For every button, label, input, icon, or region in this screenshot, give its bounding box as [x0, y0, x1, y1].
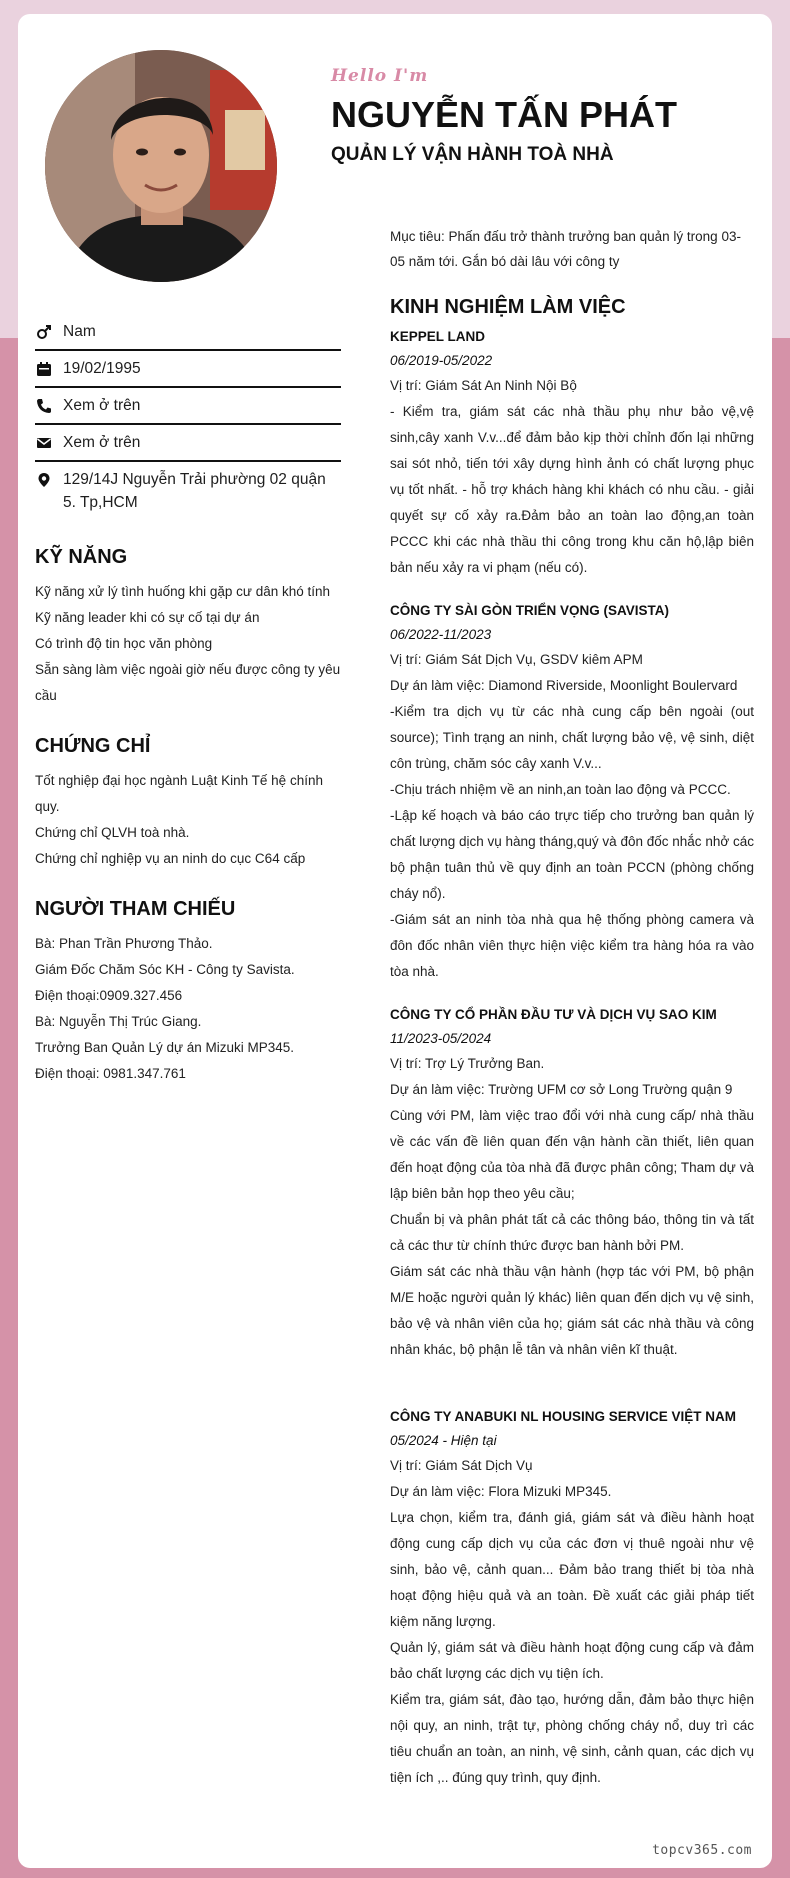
job-company: CÔNG TY ANABUKI NL HOUSING SERVICE VIỆT NAM	[390, 1409, 737, 1424]
skill-item: Kỹ năng xử lý tình huống khi gặp cư dân khó tính	[35, 584, 331, 599]
contact-birthday-text: 19/02/1995	[63, 360, 141, 377]
reference-item: Điện thoại: 0981.347.761	[35, 1066, 186, 1081]
certificates-section	[35, 735, 341, 872]
skill-item: Có trình độ tin học văn phòng	[35, 636, 213, 651]
job-period: 05/2024 - Hiện tại	[390, 1433, 497, 1448]
job-line: -Chịu trách nhiệm về an ninh,an toàn lao động và PCCC.	[390, 782, 731, 797]
skills-title: KỸ NĂNG	[35, 546, 128, 568]
job-entry	[390, 325, 754, 581]
contact-gender	[35, 314, 341, 351]
references-section	[35, 898, 341, 1087]
job-line: Cùng với PM, làm việc trao đổi với nhà cung cấp/ nhà thầu về các vấn đề liên quan đến vận hành cần thiết, liên quan đến hoạt động của tòa nhà đã được phân công; Tham dự và lập biên bản họp theo yêu cầu;	[390, 1108, 754, 1201]
job-company: CÔNG TY SÀI GÒN TRIỂN VỌNG (SAVISTA)	[390, 603, 670, 618]
reference-item: Giám Đốc Chăm Sóc KH - Công ty Savista.	[35, 962, 295, 977]
mail-icon	[35, 434, 53, 452]
job-line: Lựa chọn, kiểm tra, đánh giá, giám sát và điều hành hoạt động cung cấp dịch vụ của các đơn vị thuê ngoài như vệ sinh, bảo vệ, cảnh quan... Đảm bảo trang thiết bị tòa nhà hoạt động hiệu quả và an toàn. Đề xuất các giải pháp tiết kiệm năng lượng.	[390, 1510, 754, 1629]
job-entry	[390, 599, 754, 985]
cv-card	[18, 14, 772, 1868]
contact-birthday	[35, 351, 341, 388]
skills-section	[35, 546, 341, 709]
reference-item: Điện thoại:0909.327.456	[35, 988, 183, 1003]
job-line: Vị trí: Giám Sát An Ninh Nội Bộ	[390, 378, 577, 393]
job-line: Quản lý, giám sát và điều hành hoạt động cung cấp và đảm bảo chất lượng các dịch vụ tiện ích.	[390, 1640, 754, 1681]
certificates-title: CHỨNG CHỈ	[35, 735, 151, 757]
right-column	[390, 224, 754, 1791]
contact-phone-text: Xem ở trên	[63, 397, 141, 414]
contact-email-text: Xem ở trên	[63, 434, 141, 451]
contact-email	[35, 425, 341, 462]
reference-item: Trưởng Ban Quản Lý dự án Mizuki MP345.	[35, 1040, 295, 1055]
job-line: -Giám sát an ninh tòa nhà qua hệ thống phòng camera và đôn đốc nhân viên thực hiện việc kiểm tra hàng hóa ra vào tòa nhà.	[390, 912, 754, 979]
job-period: 11/2023-05/2024	[390, 1031, 492, 1046]
job-line: Dự án làm việc: Trường UFM cơ sở Long Trường quận 9	[390, 1082, 733, 1097]
watermark: topcv365.com	[652, 1843, 752, 1858]
gender-icon	[35, 323, 53, 341]
job-period: 06/2019-05/2022	[390, 353, 493, 368]
contact-phone	[35, 388, 341, 425]
spacer	[390, 1363, 754, 1399]
job-period: 06/2022-11/2023	[390, 627, 492, 642]
avatar-photo-icon	[45, 50, 277, 282]
job-company: KEPPEL LAND	[390, 329, 486, 344]
job-line: Vị trí: Trợ Lý Trưởng Ban.	[390, 1056, 545, 1071]
references-title: NGƯỜI THAM CHIẾU	[35, 898, 236, 920]
job-line: -Lập kế hoạch và báo cáo trực tiếp cho trưởng ban quản lý chất lượng dịch vụ hàng tháng,quý và đôn đốc nhắc nhở các bộ phận tuân thủ về quy định an toàn PCCN (phòng chống cháy nổ).	[390, 808, 754, 901]
certificate-item: Chứng chỉ nghiệp vụ an ninh do cục C64 cấp	[35, 851, 306, 866]
contact-gender-text: Nam	[63, 323, 96, 340]
certificate-item: Tốt nghiệp đại học ngành Luật Kinh Tế hệ chính quy.	[35, 773, 323, 814]
job-line: Giám sát các nhà thầu vận hành (hợp tác với PM, bộ phận M/E hoặc người quản lý khác) liên quan đến dịch vụ vệ sinh, bảo vệ và nhân viên của họ; giám sát các nhà thầu và công nhân khác, bộ phận lễ tân và nhân viên kĩ thuật.	[390, 1264, 754, 1357]
reference-item: Bà: Phan Trần Phương Thảo.	[35, 936, 213, 951]
skill-item: Sẵn sàng làm việc ngoài giờ nếu được công ty yêu cầu	[35, 662, 341, 703]
job-line: Dự án làm việc: Flora Mizuki MP345.	[390, 1484, 612, 1499]
job-line: Dự án làm việc: Diamond Riverside, Moonlight Boulervard	[390, 678, 738, 693]
contact-address	[35, 462, 341, 520]
full-name: NGUYỄN TẤN PHÁT	[331, 94, 678, 135]
job-role: QUẢN LÝ VẬN HÀNH TOÀ NHÀ	[331, 144, 614, 165]
job-line: Kiểm tra, giám sát, đào tạo, hướng dẫn, đảm bảo thực hiện nội quy, an ninh, trật tự, phòng chống cháy nổ, duy trì các tiêu chuẩn an toàn, an ninh, vệ sinh, cảnh quan, các dịch vụ tiện ích ,.. đúng quy trình, quy định.	[390, 1692, 754, 1785]
job-line: Vị trí: Giám Sát Dịch Vụ, GSDV kiêm APM	[390, 652, 643, 667]
job-entry	[390, 1003, 754, 1363]
certificate-item: Chứng chỉ QLVH toà nhà.	[35, 825, 190, 840]
job-line: - Kiểm tra, giám sát các nhà thầu phụ như bảo vệ,vệ sinh,cây xanh V.v...để đảm bảo kịp thời chỉnh đốn lại những sai sót nhỏ, tiến tới xây dựng hình ảnh có chất lượng phục vụ tốt nhất. - hỗ trợ khách hàng khi khách có nhu cầu. - giải quyết sự cố xảy ra.Đảm bảo an toàn lao động,an toàn PCCC khi các nhà thầu thi công trong khu căn hộ,lập biên bản nếu xảy ra vi phạm (nếu có).	[390, 404, 754, 575]
career-objective: Mục tiêu: Phấn đấu trở thành trưởng ban quản lý trong 03-05 năm tới. Gắn bó dài lâu với công ty	[390, 229, 741, 269]
left-column	[35, 314, 341, 1087]
avatar	[45, 50, 277, 282]
location-icon	[35, 471, 53, 489]
reference-item: Bà: Nguyễn Thị Trúc Giang.	[35, 1014, 202, 1029]
contact-list	[35, 314, 341, 520]
calendar-icon	[35, 360, 53, 378]
phone-icon	[35, 397, 53, 415]
job-line: Vị trí: Giám Sát Dịch Vụ	[390, 1458, 533, 1473]
contact-address-text: 129/14J Nguyễn Trải phường 02 quận 5. Tp,HCM	[63, 471, 326, 511]
job-entry	[390, 1405, 754, 1791]
experience-title: KINH NGHIỆM LÀM VIỆC	[390, 296, 626, 318]
hello-tagline: Hello I'm	[331, 66, 429, 86]
skill-item: Kỹ năng leader khi có sự cố tại dự án	[35, 610, 260, 625]
job-line: Chuẩn bị và phân phát tất cả các thông báo, thông tin và tất cả các thư từ chính thức được ban hành bởi PM.	[390, 1212, 754, 1253]
job-line: -Kiểm tra dịch vụ từ các nhà cung cấp bên ngoài (out source); Tình trạng an ninh, chất lượng bảo vệ, vệ sinh, diệt côn trùng, chăm sóc cây xanh V.v...	[390, 704, 754, 771]
job-company: CÔNG TY CỔ PHẦN ĐẦU TƯ VÀ DỊCH VỤ SAO KIM	[390, 1007, 717, 1022]
